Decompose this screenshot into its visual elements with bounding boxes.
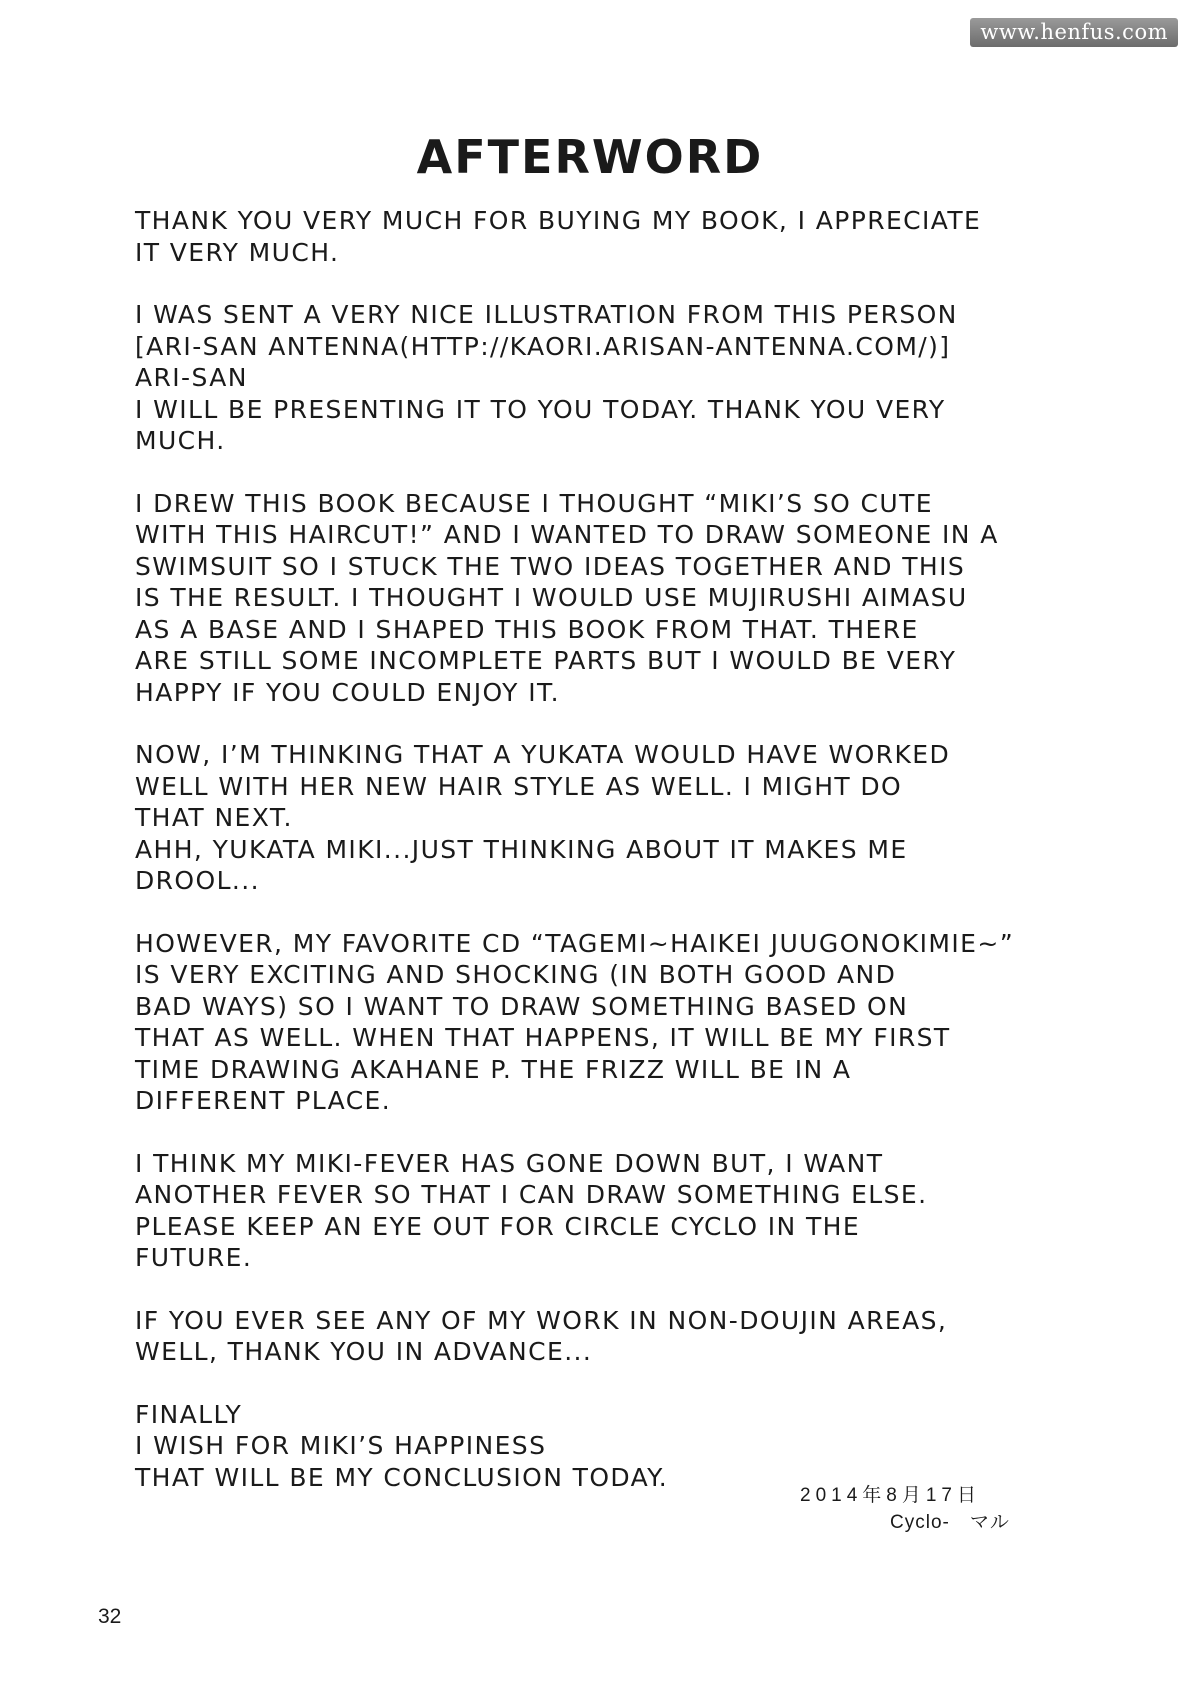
paragraph-line: BAD WAYS) SO I WANT TO DRAW SOMETHING BASED ON [135,991,909,1021]
paragraph-line: IS VERY EXCITING AND SHOCKING (IN BOTH GOOD AND [135,960,897,989]
paragraph-line: DIFFERENT PLACE. [135,1086,392,1115]
paragraph-line: NOW, I’M THINKING THAT A YUKATA WOULD HAVE WORKED [135,740,951,769]
paragraph-line: HAPPY IF YOU COULD ENJOY IT. [135,677,561,707]
signature [800,1483,1040,1537]
paragraph-line: I WISH FOR MIKI’S HAPPINESS [135,1431,547,1460]
afterword-body [135,205,1095,1524]
paragraph-line: THAT WILL BE MY CONCLUSION TODAY. [135,1462,669,1492]
paragraph-line: PLEASE KEEP AN EYE OUT FOR CIRCLE CYCLO IN THE [135,1211,861,1241]
paragraph-line: AHH, YUKATA MIKI...JUST THINKING ABOUT IT MAKES ME [135,834,908,864]
paragraph-line: I WILL BE PRESENTING IT TO YOU TODAY. THANK YOU VERY [135,394,946,424]
paragraph-line: WELL, THANK YOU IN ADVANCE... [135,1337,593,1366]
paragraph-line: IT VERY MUCH. [135,237,340,267]
signature-date: 2014年8月17日 [800,1485,981,1506]
paragraph-line: THAT NEXT. [135,803,293,832]
paragraph-line: WITH THIS HAIRCUT!” AND I WANTED TO DRAW SOMEONE IN A [135,520,999,549]
paragraph-line: THANK YOU VERY MUCH FOR BUYING MY BOOK, I APPRECIATE [135,206,982,235]
paragraph-line: ARI-SAN [135,363,248,392]
paragraph-line: AS A BASE AND I SHAPED THIS BOOK FROM THAT. THERE [135,614,919,644]
paragraph [135,1399,1095,1494]
paragraph-line: DROOL... [135,866,260,895]
paragraph [135,1305,1095,1368]
paragraph-line: FINALLY [135,1399,243,1429]
paragraph-line: SWIMSUIT SO I STUCK THE TWO IDEAS TOGETHER AND THIS [135,551,966,581]
paragraph-line: IF YOU EVER SEE ANY OF MY WORK IN NON-DOUJIN AREAS, [135,1305,948,1335]
page-number: 32 [98,1605,122,1628]
paragraph-line: IS THE RESULT. I THOUGHT I WOULD USE MUJIRUSHI AIMASU [135,583,968,612]
paragraph-line: [ARI-SAN ANTENNA(HTTP://KAORI.ARISAN-ANTENNA.COM/)] [135,331,951,361]
paragraph [135,488,1095,709]
paragraph [135,739,1095,897]
paragraph-line: WELL WITH HER NEW HAIR STYLE AS WELL. I MIGHT DO [135,771,903,801]
paragraph-line: FUTURE. [135,1243,253,1272]
paragraph-line: ARE STILL SOME INCOMPLETE PARTS BUT I WOULD BE VERY [135,646,957,675]
paragraph-line: MUCH. [135,426,226,455]
paragraph [135,205,1095,268]
paragraph-line: HOWEVER, MY FAVORITE CD “TAGEMI~HAIKEI JUUGONOKIMIE~” [135,928,1015,958]
paragraph [135,299,1095,457]
watermark: www.henfus.com [970,18,1178,47]
paragraph [135,1148,1095,1274]
paragraph [135,928,1095,1117]
paragraph-line: I THINK MY MIKI-FEVER HAS GONE DOWN BUT, I WANT [135,1148,884,1178]
signature-name: Cyclo- マル [890,1512,1010,1533]
page-title: AFTERWORD [416,130,764,184]
paragraph-line: THAT AS WELL. WHEN THAT HAPPENS, IT WILL BE MY FIRST [135,1023,951,1052]
paragraph-line: ANOTHER FEVER SO THAT I CAN DRAW SOMETHING ELSE. [135,1180,928,1209]
paragraph-line: I WAS SENT A VERY NICE ILLUSTRATION FROM THIS PERSON [135,300,958,329]
paragraph-line: TIME DRAWING AKAHANE P. THE FRIZZ WILL BE IN A [135,1054,852,1084]
paragraph-line: I DREW THIS BOOK BECAUSE I THOUGHT “MIKI’S SO CUTE [135,488,933,518]
